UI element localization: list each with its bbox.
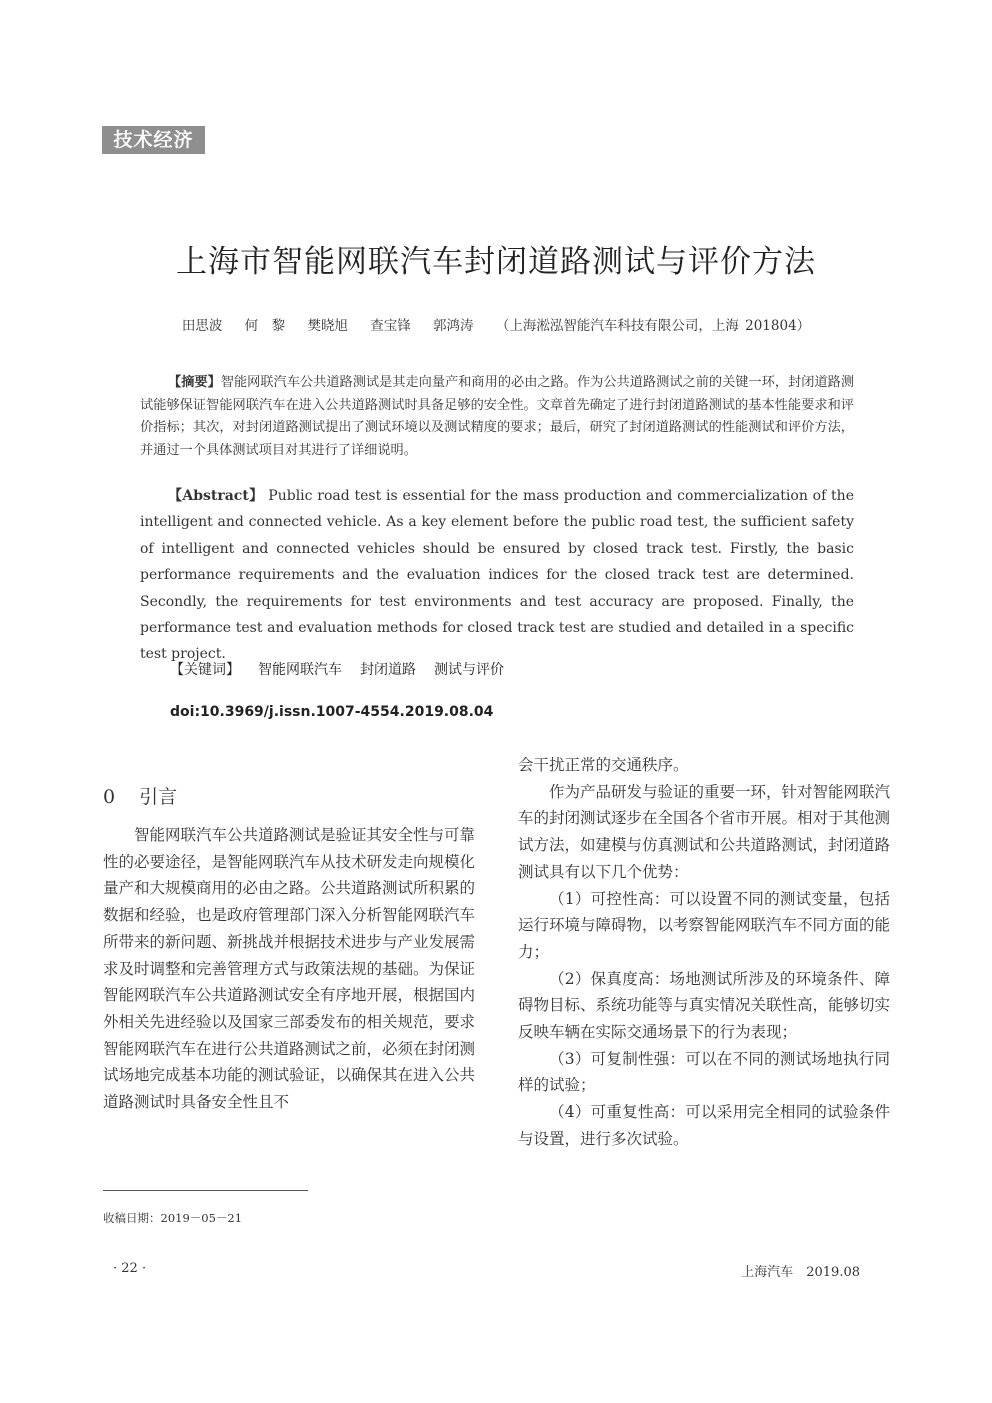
abstract-chinese-label: 【摘要】 <box>168 375 221 390</box>
abstract-chinese <box>140 372 854 462</box>
list-item: （3）可复制性强：可以在不同的测试场地执行同样的试验； <box>518 1049 890 1095</box>
keywords-label: 【关键词】 <box>170 662 240 678</box>
body-paragraph-continuation: 会干扰正常的交通秩序。 <box>518 756 689 774</box>
section-number: 0 <box>103 786 116 808</box>
doi: doi:10.3969/j.issn.1007-4554.2019.08.04 <box>170 704 494 720</box>
body-paragraph: 智能网联汽车公共道路测试是验证其安全性与可靠性的必要途径，是智能网联汽车从技术研发走向规模化量产和大规模商用的必由之路。公共道路测试所积累的数据和经验，也是政府管理部门深入分析智能网联汽车所带来的新问题、新挑战并根据技术进步与产业发展需求及时调整和完善管理方式与政策法规的基础。为保证智能网联汽车公共道路测试安全有序地开展，根据国内外相关先进经验以及国家三部委发布的相关规范，要求智能网联汽车在进行公共道路测试之前，必须在封闭测试场地完成基本功能的测试验证，以确保其在进入公共道路测试时具备安全性且不 <box>103 826 476 1112</box>
abstract-english <box>140 483 854 668</box>
footnote: 收稿日期：2019－05－21 <box>103 1211 243 1225</box>
keyword: 封闭道路 <box>360 662 416 678</box>
section-title: 引言 <box>139 786 178 808</box>
abstract-english-text: Public road test is essential for the mass production and commercialization of the intelligent and connected vehicle. As a key element before the public road test, the sufficient safety of intelligent and connected vehicles should be ensured by closed track test. Firstly, the basic performance requirements and the evaluation indices for the closed track test are determined. Secondly, the requirements for test environments and test accuracy are proposed. Finally, the performance test and evaluation methods for closed track test are studied and detailed in a specific test project. <box>140 488 854 663</box>
paper-title: 上海市智能网联汽车封闭道路测试与评价方法 <box>176 244 816 280</box>
author-name: 田思波 <box>181 318 223 334</box>
author-name: 樊晓旭 <box>307 318 348 334</box>
keywords <box>170 659 522 679</box>
keyword: 智能网联汽车 <box>258 662 342 678</box>
abstract-chinese-text: 智能网联汽车公共道路测试是其走向量产和商用的必由之路。作为公共道路测试之前的关键一环，封闭道路测试能够保证智能网联汽车在进入公共道路测试时具备足够的安全性。文章首先确定了进行封闭道路测试的基本性能要求和评价指标；其次，对封闭道路测试提出了测试环境以及测试精度的要求；最后，研究了封闭道路测试的性能测试和评价方法，并通过一个具体测试项目对其进行了详细说明。 <box>140 375 855 458</box>
right-column <box>518 752 890 1153</box>
keyword: 测试与评价 <box>434 662 504 678</box>
abstract-english-label: 【Abstract】 <box>168 488 264 504</box>
footnote-divider <box>103 1190 308 1191</box>
affiliation: （上海淞泓智能汽车科技有限公司，上海 201804） <box>495 318 811 334</box>
author-name: 查宝锋 <box>370 318 411 334</box>
page-number: · 22 · <box>113 1261 147 1276</box>
list-item: （2）保真度高：场地测试所涉及的环境条件、障碍物目标、系统功能等与真实情况关联性高，能够切实反映车辆在实际交通场景下的行为表现； <box>518 969 891 1042</box>
author-line <box>0 314 992 334</box>
left-column <box>103 822 475 1116</box>
section-tag: 技术经济 <box>102 126 205 154</box>
author-name: 郭鸿涛 <box>433 318 474 334</box>
list-item: （1）可控性高：可以设置不同的测试变量，包括运行环境与障碍物，以考察智能网联汽车不同方面的能力； <box>518 889 891 961</box>
body-paragraph: 作为产品研发与验证的重要一环，针对智能网联汽车的封闭测试逐步在全国各个省市开展。相对于其他测试方法，如建模与仿真测试和公共道路测试，封闭道路测试具有以下几个优势： <box>518 782 891 881</box>
list-item: （4）可重复性高：可以采用完全相同的试验条件与设置，进行多次试验。 <box>518 1103 890 1148</box>
author-name: 何 黎 <box>244 318 286 334</box>
journal-footer: 上海汽车 2019.08 <box>741 1265 860 1280</box>
section-heading <box>103 782 177 809</box>
